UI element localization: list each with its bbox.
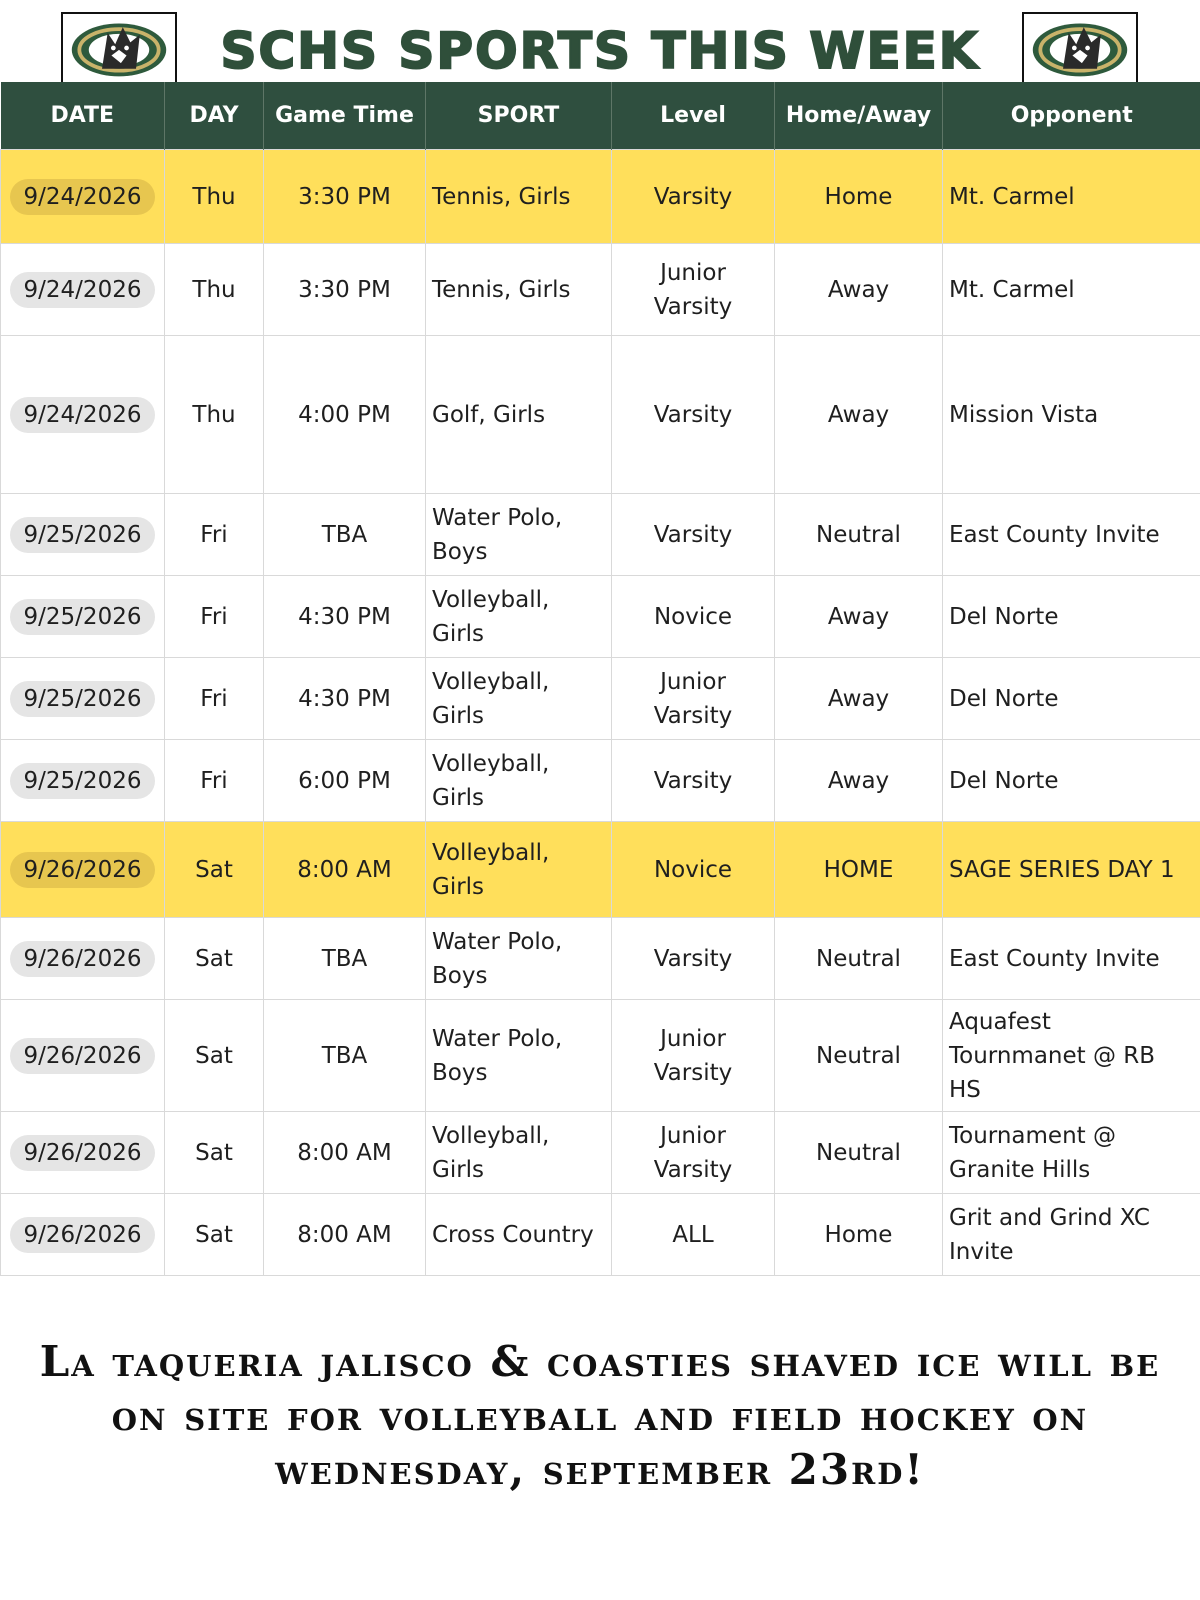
cell-home-away: Neutral xyxy=(775,1112,943,1194)
date-badge: 9/26/2026 xyxy=(10,1135,156,1171)
cell-level: Varsity xyxy=(612,918,775,1000)
cell-opponent: Del Norte xyxy=(943,740,1200,822)
cell-sport: Tennis, Girls xyxy=(426,244,612,336)
date-badge: 9/24/2026 xyxy=(10,272,156,308)
cell-game-time: 4:30 PM xyxy=(264,658,426,740)
cell-opponent: Mt. Carmel xyxy=(943,244,1200,336)
cell-sport: Cross Country xyxy=(426,1194,612,1276)
cell-game-time: 3:30 PM xyxy=(264,244,426,336)
cell-game-time: 8:00 AM xyxy=(264,822,426,918)
cell-sport: Golf, Girls xyxy=(426,336,612,494)
cell-date xyxy=(1,1194,165,1276)
cell-opponent: Tournament @ Granite Hills xyxy=(943,1112,1200,1194)
cell-date xyxy=(1,658,165,740)
table-row xyxy=(1,740,1200,822)
date-badge: 9/25/2026 xyxy=(10,681,156,717)
cell-opponent: Mt. Carmel xyxy=(943,150,1200,244)
cell-level: Varsity xyxy=(612,494,775,576)
cell-sport: Volleyball, Girls xyxy=(426,822,612,918)
cell-level: Novice xyxy=(612,822,775,918)
cell-game-time: 4:00 PM xyxy=(264,336,426,494)
table-row xyxy=(1,494,1200,576)
cell-date xyxy=(1,336,165,494)
cell-sport: Volleyball, Girls xyxy=(426,576,612,658)
date-badge: 9/25/2026 xyxy=(10,763,156,799)
table-row xyxy=(1,244,1200,336)
page-header xyxy=(0,0,1200,82)
cell-sport: Volleyball, Girls xyxy=(426,1112,612,1194)
column-header-level: Level xyxy=(612,82,775,150)
schedule-table xyxy=(0,82,1200,1276)
cell-game-time: 6:00 PM xyxy=(264,740,426,822)
cell-home-away: Away xyxy=(775,658,943,740)
cell-level: Novice xyxy=(612,576,775,658)
cell-home-away: Away xyxy=(775,336,943,494)
table-row xyxy=(1,1112,1200,1194)
table-row xyxy=(1,576,1200,658)
cell-sport: Tennis, Girls xyxy=(426,150,612,244)
date-badge: 9/25/2026 xyxy=(10,517,156,553)
table-row xyxy=(1,822,1200,918)
cell-opponent: Del Norte xyxy=(943,576,1200,658)
cell-opponent: Grit and Grind XC Invite xyxy=(943,1194,1200,1276)
cell-day: Sat xyxy=(165,822,264,918)
date-badge: 9/26/2026 xyxy=(10,1217,156,1253)
table-row xyxy=(1,336,1200,494)
cell-home-away: Neutral xyxy=(775,1000,943,1112)
date-badge: 9/24/2026 xyxy=(10,397,156,433)
date-badge: 9/26/2026 xyxy=(10,852,156,888)
cell-day: Sat xyxy=(165,1000,264,1112)
wildcat-logo-icon xyxy=(1022,12,1138,84)
cell-day: Fri xyxy=(165,740,264,822)
cell-sport: Water Polo, Boys xyxy=(426,494,612,576)
cell-day: Sat xyxy=(165,918,264,1000)
cell-level: Varsity xyxy=(612,150,775,244)
cell-home-away: Away xyxy=(775,244,943,336)
table-row xyxy=(1,150,1200,244)
cell-date xyxy=(1,576,165,658)
table-row xyxy=(1,1194,1200,1276)
cell-day: Fri xyxy=(165,576,264,658)
cell-date xyxy=(1,822,165,918)
table-row xyxy=(1,918,1200,1000)
cell-game-time: 4:30 PM xyxy=(264,576,426,658)
cell-day: Thu xyxy=(165,150,264,244)
cell-level: Junior Varsity xyxy=(612,244,775,336)
cell-date xyxy=(1,494,165,576)
cell-home-away: Away xyxy=(775,576,943,658)
cell-day: Fri xyxy=(165,494,264,576)
cell-level: Junior Varsity xyxy=(612,1112,775,1194)
cell-opponent: Mission Vista xyxy=(943,336,1200,494)
cell-game-time: 3:30 PM xyxy=(264,150,426,244)
cell-opponent: East County Invite xyxy=(943,494,1200,576)
cell-day: Fri xyxy=(165,658,264,740)
table-header-row xyxy=(1,82,1200,150)
cell-home-away: HOME xyxy=(775,822,943,918)
date-badge: 9/26/2026 xyxy=(10,1038,156,1074)
cell-opponent: Del Norte xyxy=(943,658,1200,740)
cell-date xyxy=(1,918,165,1000)
page-title: SCHS SPORTS THIS WEEK xyxy=(220,22,980,80)
cell-level: Junior Varsity xyxy=(612,1000,775,1112)
cell-sport: Volleyball, Girls xyxy=(426,740,612,822)
cell-date xyxy=(1,244,165,336)
cell-game-time: TBA xyxy=(264,918,426,1000)
table-row xyxy=(1,658,1200,740)
cell-game-time: TBA xyxy=(264,494,426,576)
cell-opponent: East County Invite xyxy=(943,918,1200,1000)
cell-home-away: Neutral xyxy=(775,918,943,1000)
cell-sport: Water Polo, Boys xyxy=(426,918,612,1000)
cell-day: Sat xyxy=(165,1112,264,1194)
cell-home-away: Away xyxy=(775,740,943,822)
cell-date xyxy=(1,1000,165,1112)
cell-sport: Volleyball, Girls xyxy=(426,658,612,740)
date-badge: 9/25/2026 xyxy=(10,599,156,635)
cell-level: ALL xyxy=(612,1194,775,1276)
cell-home-away: Neutral xyxy=(775,494,943,576)
cell-day: Thu xyxy=(165,244,264,336)
cell-level: Varsity xyxy=(612,336,775,494)
cell-home-away: Home xyxy=(775,1194,943,1276)
cell-game-time: 8:00 AM xyxy=(264,1194,426,1276)
date-badge: 9/24/2026 xyxy=(10,179,156,215)
cell-date xyxy=(1,740,165,822)
cell-date xyxy=(1,1112,165,1194)
wildcat-logo-icon xyxy=(61,12,177,84)
cell-opponent: SAGE SERIES DAY 1 xyxy=(943,822,1200,918)
column-header-home-away: Home/Away xyxy=(775,82,943,150)
cell-game-time: 8:00 AM xyxy=(264,1112,426,1194)
schedule-body xyxy=(1,150,1200,1276)
column-header-sport: SPORT xyxy=(426,82,612,150)
cell-level: Varsity xyxy=(612,740,775,822)
footer-announcement: La taqueria jalisco & coasties shaved ice will be on site for volleyball and field hockey on wednesday, september 23rd! xyxy=(39,1337,1161,1494)
cell-day: Sat xyxy=(165,1194,264,1276)
cell-date xyxy=(1,150,165,244)
cell-sport: Water Polo, Boys xyxy=(426,1000,612,1112)
cell-home-away: Home xyxy=(775,150,943,244)
column-header-opponent: Opponent xyxy=(943,82,1200,150)
column-header-game-time: Game Time xyxy=(264,82,426,150)
cell-game-time: TBA xyxy=(264,1000,426,1112)
date-badge: 9/26/2026 xyxy=(10,941,156,977)
cell-day: Thu xyxy=(165,336,264,494)
cell-level: Junior Varsity xyxy=(612,658,775,740)
column-header-day: DAY xyxy=(165,82,264,150)
cell-opponent: Aquafest Tournmanet @ RB HS xyxy=(943,1000,1200,1112)
column-header-date: DATE xyxy=(1,82,165,150)
table-row xyxy=(1,1000,1200,1112)
